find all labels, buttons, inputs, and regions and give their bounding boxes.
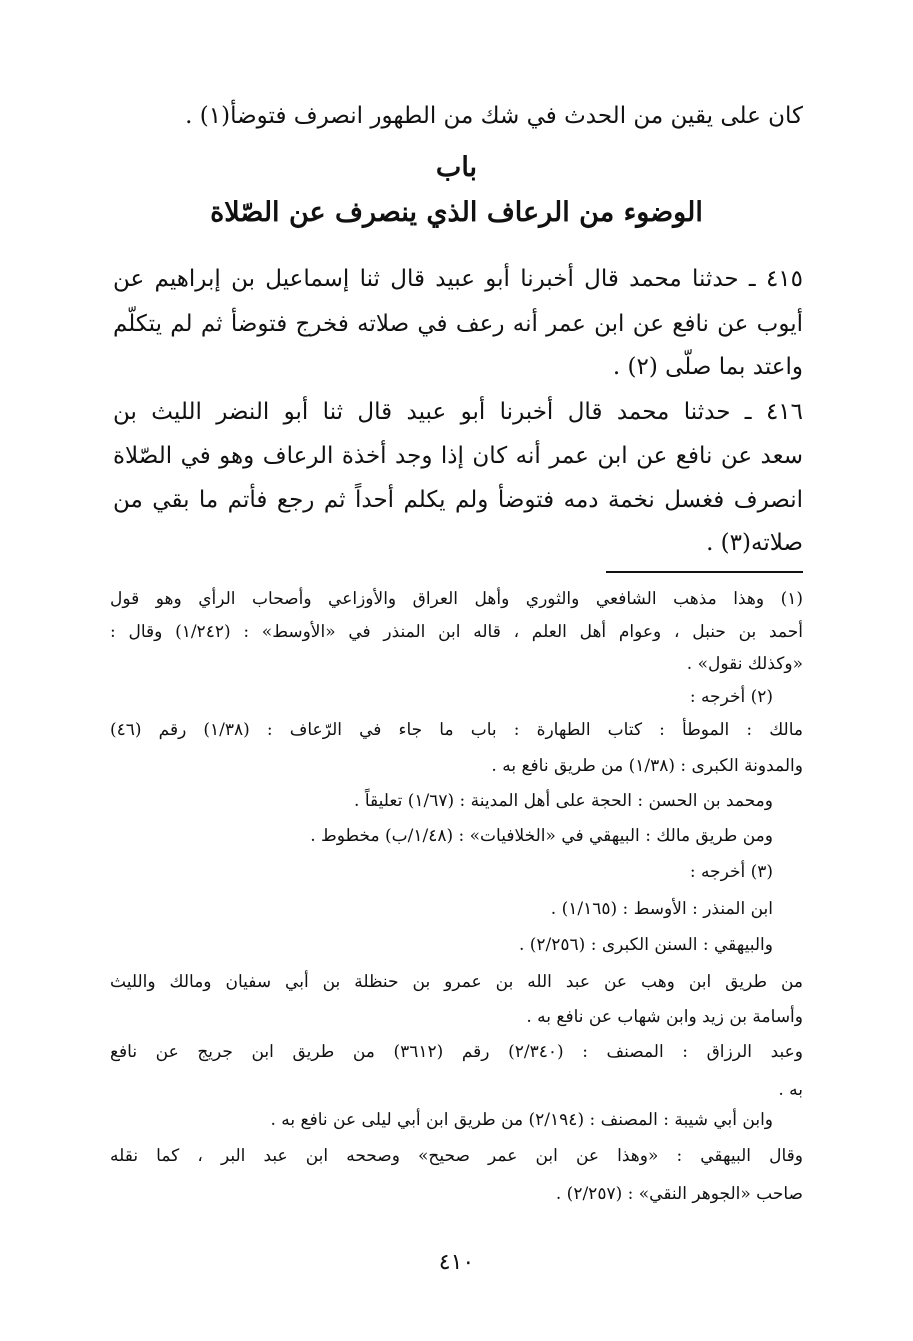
footnote-line: وقال البيهقي : «وهذا عن ابن عمر صحيح» وصححه ابن عبد البر ، كما نقله [110, 1146, 803, 1166]
hadith-416-line-1: ٤١٦ ـ حدثنا محمد قال أخبرنا أبو عبيد قال ثنا أبو النضر الليث بن [113, 399, 803, 425]
footnote-line: من طريق ابن وهب عن عبد الله بن عمرو بن حنظلة بن أبي سفيان ومالك والليث [110, 972, 803, 992]
chapter-title: الوضوء من الرعاف الذي ينصرف عن الصّلاة [210, 197, 703, 228]
chapter-heading: باب [435, 152, 478, 183]
page-number: ٤١٠ [438, 1250, 475, 1275]
footnote-line: وأسامة بن زيد وابن شهاب عن نافع به . [526, 1007, 803, 1027]
hadith-416-line-4: صلاته(٣) . [706, 530, 803, 556]
footnote-line: مالك : الموطأ : كتاب الطهارة : باب ما جاء في الرّعاف : (١/٣٨) رقم (٤٦) [110, 720, 803, 740]
hadith-416-line-2: سعد عن نافع عن ابن عمر أنه كان إذا وجد أخذة الرعاف وهو في الصّلاة [113, 443, 803, 469]
footnote-line: وعبد الرزاق : المصنف : (٢/٣٤٠) رقم (٣٦١٢) من طريق ابن جريج عن نافع [110, 1042, 803, 1062]
continuation-line: كان على يقين من الحدث في شك من الطهور انصرف فتوضأ(١) . [185, 103, 803, 129]
footnote-line: والمدونة الكبرى : (١/٣٨) من طريق نافع به . [491, 756, 803, 776]
footnote-divider [606, 571, 803, 573]
footnote-line: (٢) أخرجه : [689, 687, 773, 707]
footnote-line: ومحمد بن الحسن : الحجة على أهل المدينة : (١/٦٧) تعليقاً . [354, 791, 773, 811]
hadith-415-line-1: ٤١٥ ـ حدثنا محمد قال أخبرنا أبو عبيد قال ثنا إسماعيل بن إبراهيم عن [113, 266, 803, 292]
hadith-415-line-2: أيوب عن نافع عن ابن عمر أنه رعف في صلاته فخرج فتوضأ ثم لم يتكلّم [113, 311, 803, 337]
footnote-line: «وكذلك نقول» . [686, 654, 803, 674]
footnote-line: ومن طريق مالك : البيهقي في «الخلافيات» : (١/٤٨/ب) مخطوط . [310, 826, 773, 846]
footnote-line: ابن المنذر : الأوسط : (١/١٦٥) . [550, 899, 773, 919]
footnote-line: أحمد بن حنبل ، وعوام أهل العلم ، قاله ابن المنذر في «الأوسط» : (١/٢٤٢) وقال : [110, 622, 803, 642]
hadith-416-line-3: انصرف فغسل نخمة دمه فتوضأ ولم يكلم أحداً ثم رجع فأتم ما بقي من [113, 487, 803, 513]
footnote-line: وابن أبي شيبة : المصنف : (٢/١٩٤) من طريق ابن أبي ليلى عن نافع به . [270, 1110, 773, 1130]
footnote-line: (١) وهذا مذهب الشافعي والثوري وأهل العراق والأوزاعي وأصحاب الرأي وهو قول [110, 589, 803, 609]
footnote-line: صاحب «الجوهر النقي» : (٢/٢٥٧) . [555, 1184, 803, 1204]
footnote-line: (٣) أخرجه : [689, 862, 773, 882]
footnote-line: به . [778, 1080, 803, 1100]
hadith-415-line-3: واعتد بما صلّى (٢) . [612, 354, 803, 380]
footnote-line: والبيهقي : السنن الكبرى : (٢/٢٥٦) . [518, 935, 773, 955]
